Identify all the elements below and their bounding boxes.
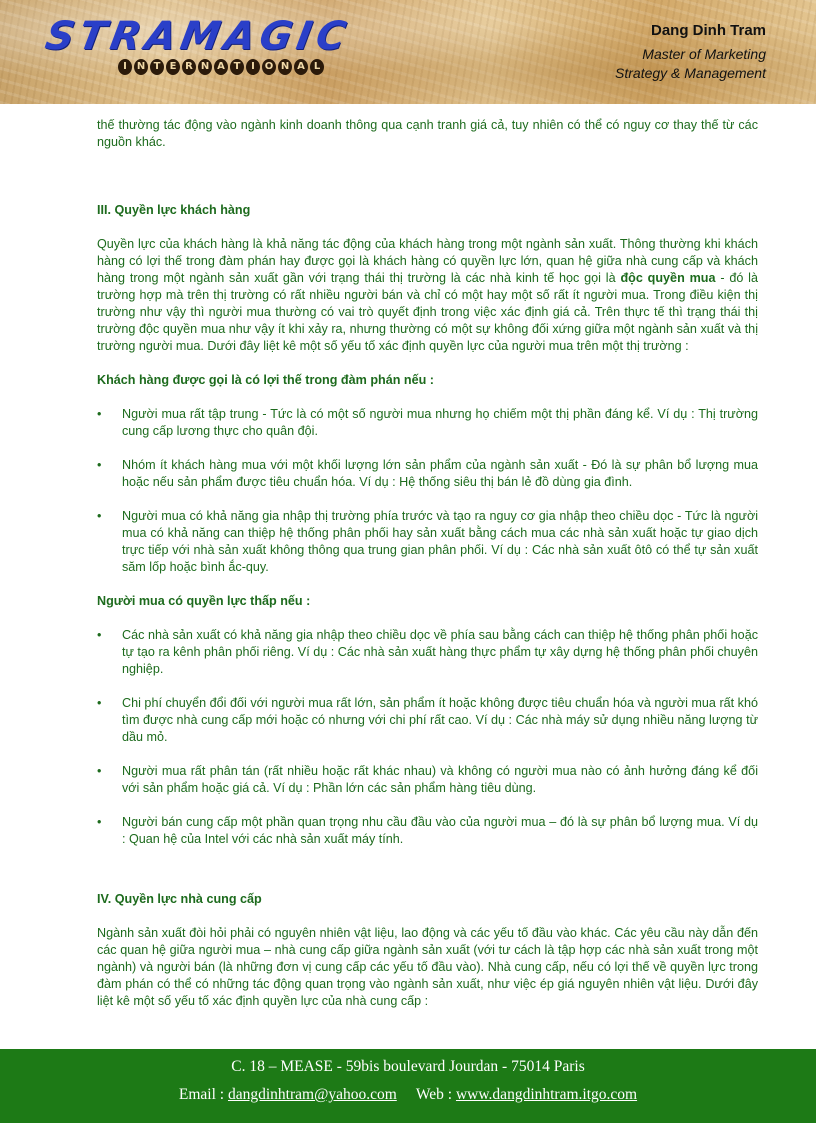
section-4-paragraph: Ngành sản xuất đòi hỏi phải có nguyên nhiên vật liệu, lao động và các yếu tố đầu vào khác. Các yêu cầu này dẫn đến các quan hệ giữa người mua – nhà cung cấp giữa ngành sản xuất (với tư cách là tập hợp các nhà sản xuất trong một ngành) và người bán (là những đơn vị cung cấp các yếu tố đầu vào). Nhà cung cấp, nếu có lợi thế về quyền lực trong đàm phán có thể có những tác động quan trọng vào ngành sản xuất, như việc ép giá nguyên nhiên vật liệu. Dưới đây liệt kê một số yếu tố xác định quyền lực của nhà cung cấp : xyxy=(97,926,758,1008)
logo-letter: T xyxy=(230,59,244,75)
list-item: • Người mua rất phân tán (rất nhiều hoặc rất khác nhau) và không có người mua nào có ảnh hưởng đáng kể đối với sản phẩm hoặc giá cả. Ví dụ : Phần lớn các sản phẩm hàng tiêu dùng. xyxy=(97,763,758,797)
logo-letter: N xyxy=(198,59,212,75)
document-body xyxy=(97,117,758,1010)
logo-letter: N xyxy=(134,59,148,75)
buyer-advantage-heading: Khách hàng được gọi là có lợi thế trong đàm phán nếu : xyxy=(97,373,434,387)
logo-letter: O xyxy=(262,59,276,75)
email-label: Email : xyxy=(178,1086,228,1103)
section-3-text-a: Quyền lực của khách hàng là khả năng tác động của khách hàng trong một ngành sản xuất. Thông thường khi khách hàng có lợi thế trong đàm phán hay được gọi là khách hàng có quyền lực lớn, quan hệ giữa nhà cung cấp và khách hàng trong một ngành sản xuất gần với trạng thái thị trường là các nhà kinh tế học gọi là xyxy=(97,237,758,285)
logo-letter: A xyxy=(294,59,308,75)
footer-address: C. 18 – MEASE - 59bis boulevard Jourdan - 75014 Paris xyxy=(231,1058,585,1075)
section-3-text-b: - đó là trường hợp mà trên thị trường có rất nhiều người bán và chỉ có một hay một số rất ít người mua. Trong điều kiện thị trường như vậy thì người mua thường có vai trò quyết định trong việc xác định giá cả. Trên thực tế thì trạng thái thị trường độc quyền mua như vậy ít khi xảy ra, nhưng thường có một sự không đối xứng giữa một ngành sản xuất và thị trường người mua. Dưới đây liệt kê một số yếu tố xác định quyền lực của người mua trên một thị trường : xyxy=(97,271,758,353)
footer-contact xyxy=(0,1086,816,1104)
section-3-heading: III. Quyền lực khách hàng xyxy=(97,203,251,217)
page-footer xyxy=(0,1049,816,1123)
buyer-advantage-list xyxy=(97,406,758,576)
logo-letter: L xyxy=(310,59,324,75)
list-item: • Người mua có khả năng gia nhập thị trường phía trước và tạo ra nguy cơ gia nhập theo chiều dọc - Tức là người mua có khả năng can thiệp hệ thống phân phối hay sản xuất bằng cách mua các nhà sản xuất hoặc tự giao dịch trực tiếp với nhà sản xuất không thông qua trung gian phân phối. Ví dụ : Các nhà sản xuất ôtô có thể tự sản xuất săm lốp hoặc bình ắc-quy. xyxy=(97,508,758,576)
list-item: • Người bán cung cấp một phần quan trọng nhu cầu đầu vào của người mua – đó là sự phân bổ lượng mua. Ví dụ : Quan hệ của Intel với các nhà sản xuất máy tính. xyxy=(97,814,758,848)
author-title-line2: Strategy & Management xyxy=(615,65,766,81)
logo-letter: N xyxy=(278,59,292,75)
stramagic-logo: STRAMAGIC xyxy=(42,14,355,59)
web-link[interactable]: www.dangdinhtram.itgo.com xyxy=(455,1086,638,1103)
section-3-paragraph xyxy=(97,236,758,355)
list-item: • Người mua rất tập trung - Tức là có một số người mua nhưng họ chiếm một thị phần đáng kể. Ví dụ : Thị trường cung cấp lương thực cho quân đội. xyxy=(97,406,758,440)
author-title-line1: Master of Marketing xyxy=(642,46,766,62)
list-item: • Nhóm ít khách hàng mua với một khối lượng lớn sản phẩm của ngành sản xuất - Đó là sự phân bổ lượng mua hoặc nếu sản phẩm được tiêu chuẩn hóa. Ví dụ : Hệ thống siêu thị bán lẻ đồ dùng gia đình. xyxy=(97,457,758,491)
logo-letter: I xyxy=(246,59,260,75)
list-item: • Các nhà sản xuất có khả năng gia nhập theo chiều dọc về phía sau bằng cách can thiệp hệ thống phân phối hoặc tự tạo ra kênh phân phối riêng. Ví dụ : Các nhà sản xuất hàng thực phẩm tự xây dựng hệ thống phân phối chuyên nghiệp. xyxy=(97,627,758,678)
buyer-weakness-list xyxy=(97,627,758,848)
logo-letter: I xyxy=(118,59,132,75)
logo-letter: E xyxy=(166,59,180,75)
page-header xyxy=(0,0,816,104)
buyer-weakness-heading: Người mua có quyền lực thấp nếu : xyxy=(97,594,311,608)
logo-letter: T xyxy=(150,59,164,75)
author-name: Dang Dinh Tram xyxy=(650,22,766,39)
international-logo-text xyxy=(118,59,324,75)
web-label: Web : xyxy=(415,1086,456,1103)
logo-letter: R xyxy=(182,59,196,75)
section-4-heading: IV. Quyền lực nhà cung cấp xyxy=(97,892,262,906)
logo-letter: A xyxy=(214,59,228,75)
email-link[interactable]: dangdinhtram@yahoo.com xyxy=(227,1086,397,1103)
list-item: • Chi phí chuyển đổi đối với người mua rất lớn, sản phẩm ít hoặc không được tiêu chuẩn hóa và người mua rất khó tìm được nhà cung cấp mới hoặc có nhưng với chi phí rất cao. Ví dụ : Các nhà máy sử dụng nhiều năng lượng từ dầu mỏ. xyxy=(97,695,758,746)
section-3-bold-term: độc quyền mua xyxy=(620,271,716,285)
intro-paragraph: thế thường tác động vào ngành kinh doanh thông qua cạnh tranh giá cả, tuy nhiên có thể có nguy cơ thay thế từ các nguồn khác. xyxy=(97,118,758,149)
